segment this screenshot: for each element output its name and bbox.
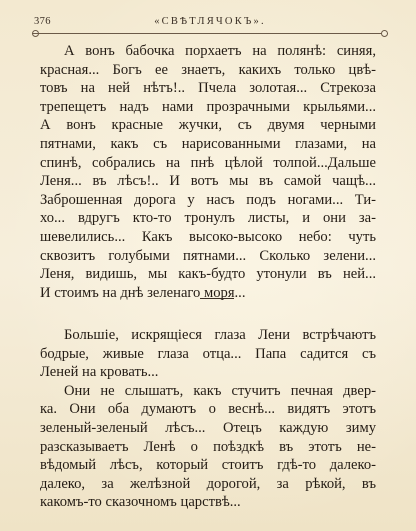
text-line: Леня... въ лѣсъ!.. И вотъ мы въ самой чащѣ... — [40, 173, 376, 190]
text-line: товъ на ней нѣтъ!.. Пчела золотая... Стрекоза — [40, 80, 376, 97]
text-line: ка. Они оба думаютъ о веснѣ... видятъ этотъ — [40, 401, 376, 418]
text-line: спинѣ, собрались на пнѣ цѣлой толпой...Дальше — [40, 154, 376, 171]
text-line: Леня, видишь, мы какъ-будто утонули въ ней... — [40, 266, 376, 283]
text-line: Заброшенная дорога у насъ подъ ногами... Ти- — [40, 191, 376, 208]
text-line: А вонъ бабочка порхаетъ на полянѣ: синяя, — [64, 43, 376, 59]
text-line: сквозитъ голубыми пятнами... Сколько зелени... — [40, 247, 376, 264]
text-line: бодрые, живые глаза отца... Папа садится съ — [40, 345, 376, 362]
text-line: разсказываетъ Ленѣ о поѣздкѣ въ этотъ не- — [40, 438, 376, 455]
paragraph — [40, 382, 376, 512]
text-line: вѣдомый лѣсъ, который стоитъ гдѣ-то далеко- — [40, 457, 376, 474]
text-line: какомъ-то сказочномъ царствѣ... — [40, 494, 241, 511]
text-line: Они не слышатъ, какъ стучитъ печная двер- — [64, 382, 376, 399]
text-line: И стоимъ на днѣ зеленаго моря... — [40, 284, 246, 301]
header-rule — [32, 33, 388, 34]
text-line: далеко, за желѣзной дорогой, за рѣкой, въ — [40, 475, 376, 492]
text-line: хо... вдругъ кто-то тронулъ листы, и они за- — [40, 210, 376, 227]
text-line: зеленый-зеленый лѣсъ... Отецъ каждую зиму — [40, 419, 376, 436]
header-rule-ornament-right — [381, 30, 388, 37]
page-header — [34, 16, 386, 30]
paragraph — [40, 42, 376, 302]
text-line: Большіе, искрящіеся глаза Лени встрѣчаютъ — [64, 327, 376, 343]
page-number: 376 — [34, 16, 51, 27]
section-two — [40, 326, 376, 512]
text-line: трепещетъ надъ нами прозрачными крыльями... — [40, 98, 376, 115]
section-one — [40, 42, 376, 302]
text-line: А вонъ красные жучки, съ двумя черными — [40, 117, 376, 134]
text-line: пятнами, какъ съ нарисованными глазами, на — [40, 135, 376, 152]
text-line: красная... Богъ ее знаетъ, какихъ только цвѣ- — [40, 61, 376, 78]
running-title: «СВѢТЛЯЧОКЪ». — [154, 16, 266, 27]
paragraph — [40, 326, 376, 382]
section-separator — [200, 298, 234, 299]
text-line: Леней на кровать... — [40, 364, 159, 381]
text-line: шевелились... Какъ высоко-высоко небо: чуть — [40, 228, 376, 245]
